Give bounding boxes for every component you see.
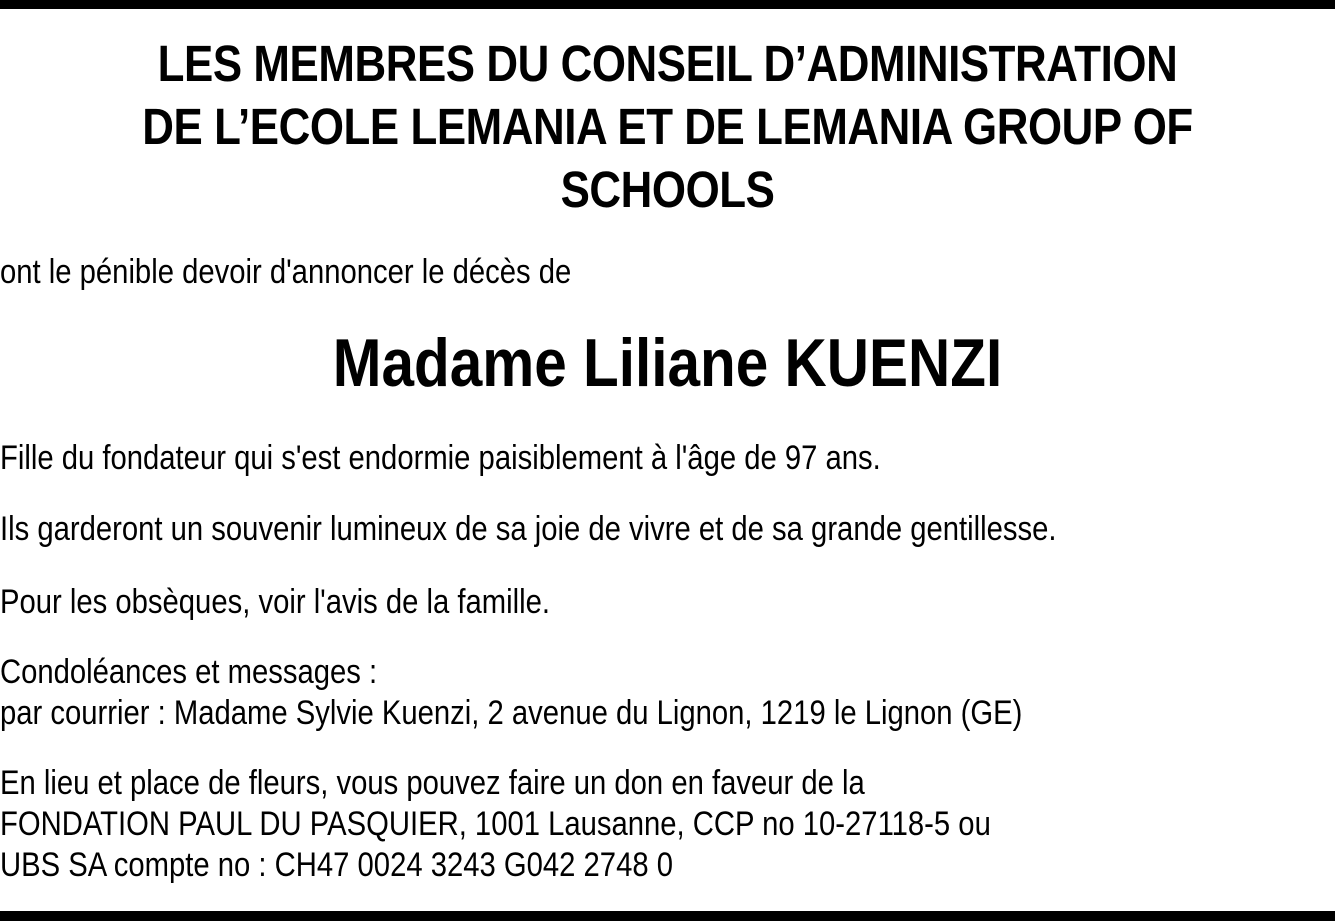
bottom-border-rule [0, 911, 1335, 921]
daughter-paragraph: Fille du fondateur qui s'est endormie paisiblement à l'âge de 97 ans. [0, 439, 881, 477]
heading-line-2: DE L’ECOLE LEMANIA ET DE LEMANIA GROUP OF [142, 98, 1193, 155]
deceased-name: Madame Liliane KUENZI [332, 325, 1003, 401]
donation-line-1: En lieu et place de fleurs, vous pouvez faire un don en faveur de la [0, 764, 865, 802]
condolences-title: Condoléances et messages : [0, 653, 378, 691]
donation-line-3: UBS SA compte no : CH47 0024 3243 G042 2748 0 [0, 846, 673, 884]
notice-heading [93, 32, 1241, 221]
memory-paragraph: Ils garderont un souvenir lumineux de sa joie de vivre et de sa grande gentillesse. [0, 510, 1057, 548]
top-border-rule [0, 0, 1335, 9]
condolences-address: par courrier : Madame Sylvie Kuenzi, 2 avenue du Lignon, 1219 le Lignon (GE) [0, 694, 1023, 732]
heading-line-1: LES MEMBRES DU CONSEIL D’ADMINISTRATION [157, 35, 1178, 92]
donation-line-2: FONDATION PAUL DU PASQUIER, 1001 Lausanne, CCP no 10-27118-5 ou [0, 805, 991, 843]
funeral-paragraph: Pour les obsèques, voir l'avis de la famille. [0, 583, 551, 621]
intro-text: ont le pénible devoir d'annoncer le décès de [0, 253, 572, 291]
heading-line-3: SCHOOLS [560, 161, 775, 218]
